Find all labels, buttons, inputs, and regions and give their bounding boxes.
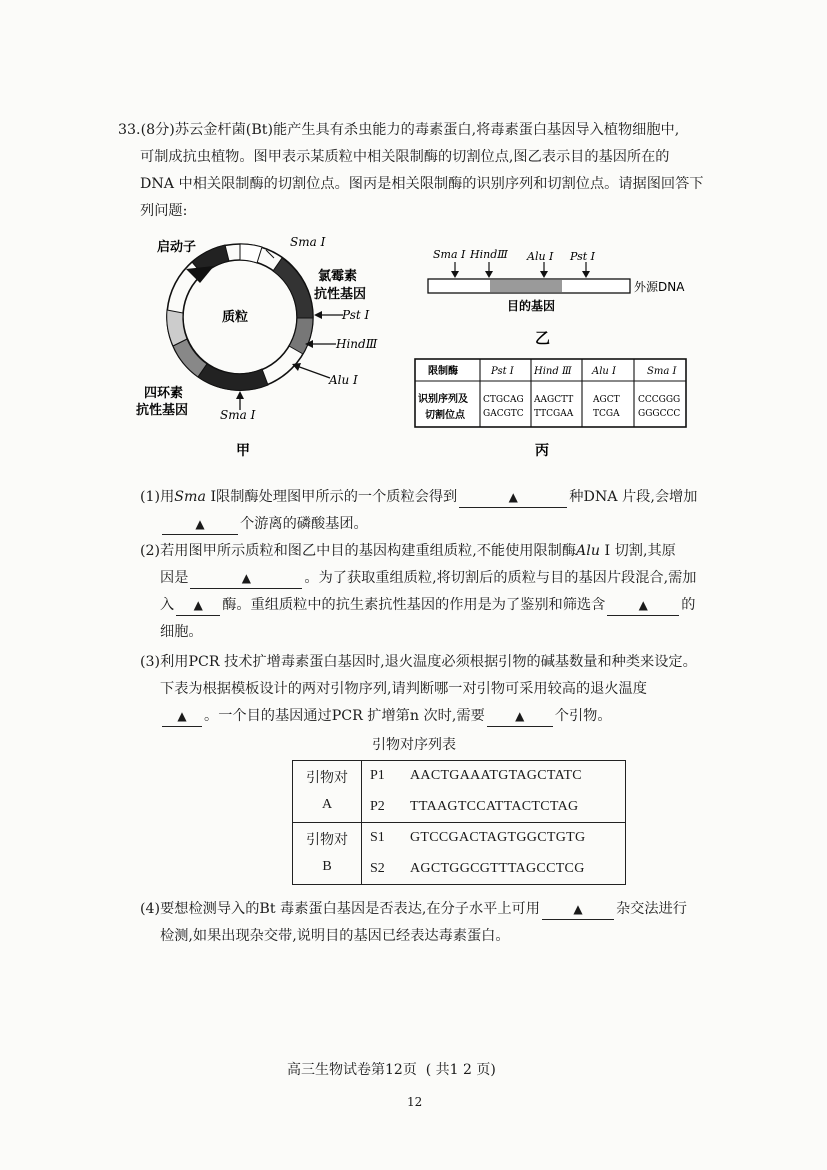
- figC-header-sma: Sma Ⅰ: [647, 366, 677, 377]
- q2-answer-2[interactable]: ▲: [176, 595, 220, 616]
- target-gene-label: 目的基因: [507, 299, 556, 313]
- q4-line-1: [140, 899, 687, 920]
- figB-site-sma: Sma Ⅰ: [433, 248, 466, 261]
- primer-name: P1: [362, 761, 403, 792]
- q2-text-h: 细胞。: [160, 624, 203, 640]
- q2-line-2: [160, 568, 696, 589]
- figC-caption: 丙: [535, 443, 549, 459]
- primer-name: S2: [362, 854, 403, 885]
- primer-table-title: 引物对序列表: [372, 737, 456, 753]
- q2-text-b: Ⅰ 切割,其原: [599, 543, 676, 559]
- q3-text-c: 。一个目的基因通过PCR 扩增第n 次时,需要: [204, 708, 485, 724]
- q4-line-2: 检测,如果出现杂交带,说明目的基因已经表达毒素蛋白。: [160, 928, 510, 944]
- q4-text-b: 杂交法进行: [615, 901, 687, 917]
- q1-enzyme: Sma: [174, 489, 206, 505]
- plasmid-label: 质粒: [222, 310, 249, 325]
- figC-seq-bot-hind: TTCGAA: [534, 409, 574, 419]
- primer-name: P2: [362, 792, 403, 823]
- primer-name: S1: [362, 823, 403, 854]
- figB-caption: 乙: [535, 329, 551, 347]
- figB-site-pst: Pst Ⅰ: [570, 250, 596, 263]
- q2-line-3: [160, 595, 695, 616]
- figC-header-enzyme: 限制酶: [428, 366, 458, 377]
- figA-caption: 甲: [236, 443, 250, 459]
- q2-enzyme: Alu: [576, 543, 600, 559]
- q3-line-1: (3)利用PCR 技术扩增毒素蛋白基因时,退火温度必须根据引物的碱基数量和种类来设定。: [140, 654, 697, 670]
- q2-answer-3[interactable]: ▲: [607, 595, 679, 616]
- figC-header-alu: Alu Ⅰ: [592, 366, 616, 377]
- primer-table: [292, 760, 626, 885]
- tet-label-1: 四环素: [144, 386, 184, 401]
- q3-answer-2[interactable]: ▲: [487, 706, 553, 727]
- q1-text-b: Ⅰ限制酶处理图甲所示的一个质粒会得到: [205, 489, 458, 505]
- q3-line-3: [160, 706, 612, 727]
- primer-sequence: AGCTGGCGTTTAGCCTCG: [402, 854, 626, 885]
- promoter-label: 启动子: [157, 240, 197, 255]
- pst-label: Pst Ⅰ: [342, 308, 370, 322]
- question-intro-line-3: DNA 中相关限制酶的切割位点。图丙是相关限制酶的识别序列和切割位点。请据图回答下: [140, 176, 704, 192]
- primer-pair-a-label: 引物对 A: [293, 761, 362, 823]
- q4-text-a: (4)要想检测导入的Bt 毒素蛋白基因是否表达,在分子水平上可用: [140, 901, 540, 917]
- figC-seq-bot-alu: TCGA: [593, 409, 620, 419]
- chlor-label-1: 氯霉素: [318, 269, 358, 284]
- figC-seq-top-hind: AAGCTT: [534, 395, 574, 405]
- q1-text-d: 个游离的磷酸基团。: [240, 516, 368, 532]
- q2-text-f: 酶。重组质粒中的抗生素抗性基因的作用是为了鉴别和筛选含: [222, 597, 606, 613]
- figC-header-hind: Hind Ⅲ: [534, 366, 572, 377]
- q2-text-c: 因是: [160, 570, 189, 586]
- q1-answer-1[interactable]: ▲: [459, 487, 567, 508]
- q2-line-4: [160, 622, 203, 642]
- page-number: 12: [407, 1095, 423, 1109]
- q1-answer-2[interactable]: ▲: [162, 514, 238, 535]
- primer-sequence: TTAAGTCCATTACTCTAG: [402, 792, 626, 823]
- primer-sequence: GTCCGACTAGTGGCTGTG: [402, 823, 626, 854]
- primer-row-a1: [293, 761, 626, 792]
- q2-answer-1[interactable]: ▲: [190, 568, 302, 589]
- q2-text-d: 。为了获取重组质粒,将切割后的质粒与目的基因片段混合,需加: [304, 570, 697, 586]
- figC-header-pst: Pst Ⅰ: [491, 366, 514, 377]
- q1-line-1: [140, 487, 697, 508]
- q1-text-c: 种DNA 片段,会增加: [569, 489, 698, 505]
- figC-rowlabel-2: 切割位点: [425, 410, 465, 421]
- figC-rowlabel-1: 识别序列及: [418, 394, 468, 405]
- primer-row-b1: [293, 823, 626, 854]
- q2-text-g: 的: [681, 597, 696, 613]
- figC-seq-top-pst: CTGCAG: [483, 395, 524, 405]
- q2-text-a: (2)若用图甲所示质粒和图乙中目的基因构建重组质粒,不能使用限制酶: [140, 543, 577, 559]
- primer-sequence: AACTGAAATGTAGCTATC: [402, 761, 626, 792]
- q1-text-a: (1)用: [140, 489, 175, 505]
- figC-seq-bot-sma: GGGCCC: [638, 409, 681, 419]
- figB-site-alu: Alu Ⅰ: [527, 250, 554, 263]
- q3-line-2: 下表为根据模板设计的两对引物序列,请判断哪一对引物可采用较高的退火温度: [160, 681, 647, 697]
- figC-seq-top-sma: CCCGGG: [638, 395, 681, 405]
- external-dna-label: 外源DNA: [634, 280, 685, 294]
- q3-text-d: 个引物。: [554, 708, 612, 724]
- alu-label: Alu Ⅰ: [329, 373, 358, 387]
- tet-label-2: 抗性基因: [136, 403, 189, 418]
- figC-seq-top-alu: AGCT: [593, 395, 620, 405]
- question-intro-line-4: 列问题:: [140, 203, 188, 219]
- footer-title: 高三生物试卷第12页 ( 共1 2 页): [287, 1062, 496, 1078]
- question-intro-line-2: 可制成抗虫植物。图甲表示某质粒中相关限制酶的切割位点,图乙表示目的基因所在的: [140, 149, 670, 165]
- sma-bottom-label: Sma Ⅰ: [220, 408, 256, 422]
- q2-text-e: 入: [160, 597, 175, 613]
- primer-pair-b-label: 引物对 B: [293, 823, 362, 885]
- chlor-label-2: 抗性基因: [314, 287, 367, 302]
- figC-seq-bot-pst: GACGTC: [483, 409, 524, 419]
- q1-line-2: [160, 514, 368, 535]
- figB-site-hind: HindⅢ: [470, 248, 508, 261]
- sma-top-label: Sma Ⅰ: [290, 235, 326, 249]
- q4-answer-1[interactable]: ▲: [542, 899, 614, 920]
- figure-plasmid: [0, 0, 827, 470]
- q2-line-1: [140, 541, 676, 561]
- hind-label: HindⅢ: [336, 337, 378, 351]
- q3-answer-1[interactable]: ▲: [162, 706, 202, 727]
- question-intro-line-1: 33.(8分)苏云金杆菌(Bt)能产生具有杀虫能力的毒素蛋白,将毒素蛋白基因导入植物细胞中,: [118, 122, 680, 138]
